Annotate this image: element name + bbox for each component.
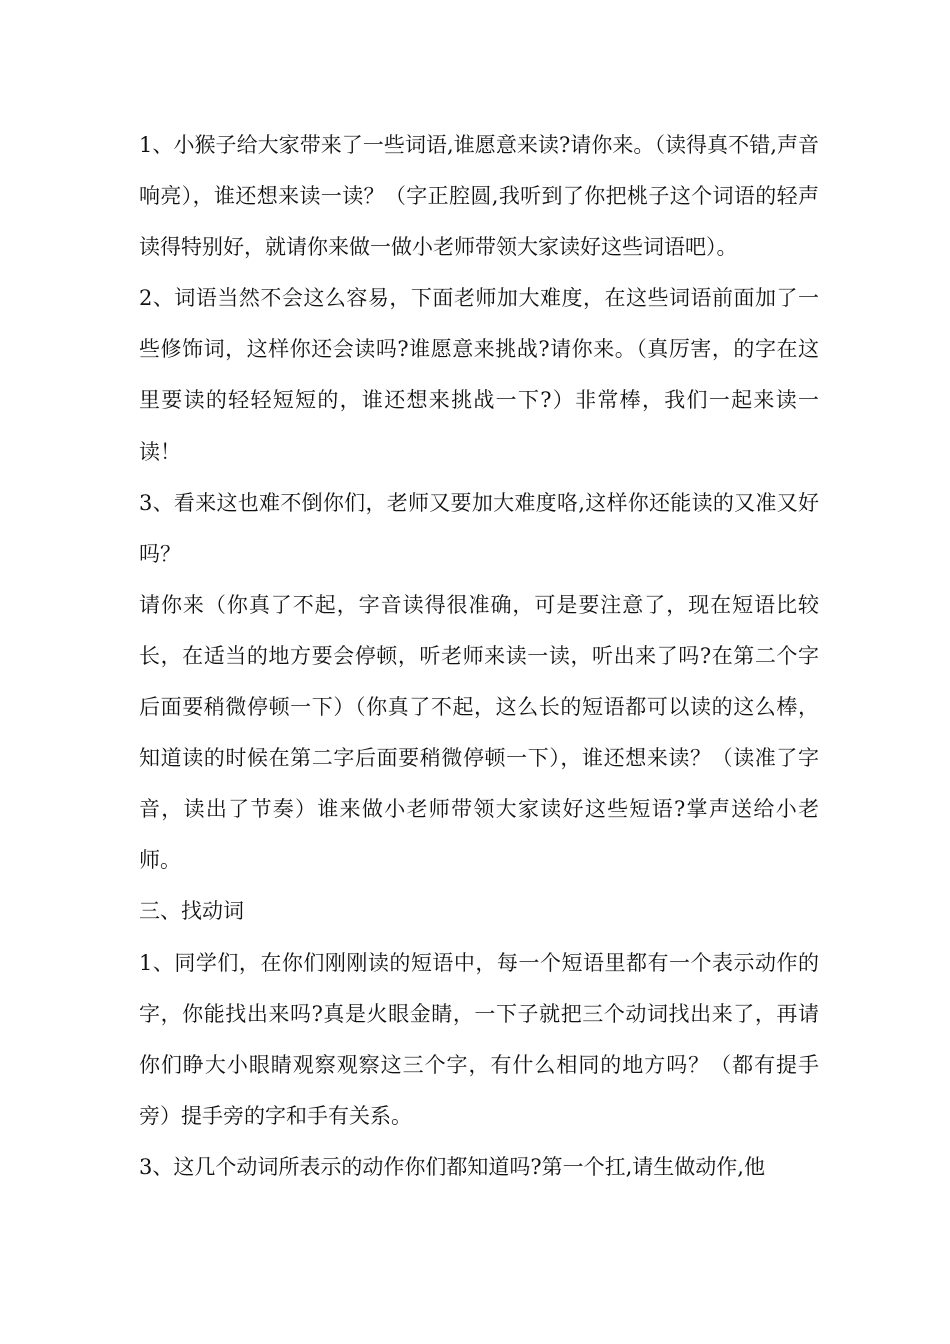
paragraph-1: 1、小猴子给大家带来了一些词语,谁愿意来读?请你来。（读得真不错,声音响亮），谁还想来读一读？（字正腔圆,我听到了你把桃子这个词语的轻声读得特别好，就请你来做一做小老师带领大家读好这些词语吧）。 <box>139 133 819 260</box>
paragraph-4: 请你来（你真了不起，字音读得很准确，可是要注意了，现在短语比较长，在适当的地方要会停顿，听老师来读一读，听出来了吗?在第二个字后面要稍微停顿一下）（你真了不起，这么长的短语都可以读的这么棒，知道读的时候在第二字后面要稍微停顿一下），谁还想来读？（读准了字音，读出了节奏）谁来做小老师带领大家读好这些短语?掌声送给小老师。 <box>139 592 819 873</box>
paragraph-3: 3、看来这也难不倒你们，老师又要加大难度咯,这样你还能读的又准又好吗？ <box>139 490 819 566</box>
document-body <box>139 120 819 1193</box>
paragraph-2: 2、词语当然不会这么容易，下面老师加大难度，在这些词语前面加了一些修饰词，这样你还会读吗?谁愿意来挑战?请你来。（真厉害，的字在这里要读的轻轻短短的，谁还想来挑战一下?）非常棒，我们一起来读一读！ <box>139 286 819 464</box>
paragraph-6: 3、这几个动词所表示的动作你们都知道吗?第一个扛,请生做动作,他 <box>139 1154 765 1179</box>
paragraph-5: 1、同学们，在你们刚刚读的短语中，每一个短语里都有一个表示动作的字，你能找出来吗?真是火眼金睛，一下子就把三个动词找出来了，再请你们睁大小眼睛观察观察这三个字，有什么相同的地方吗？（都有提手旁）提手旁的字和手有关系。 <box>139 950 819 1128</box>
section-heading: 三、找动词 <box>139 899 244 924</box>
